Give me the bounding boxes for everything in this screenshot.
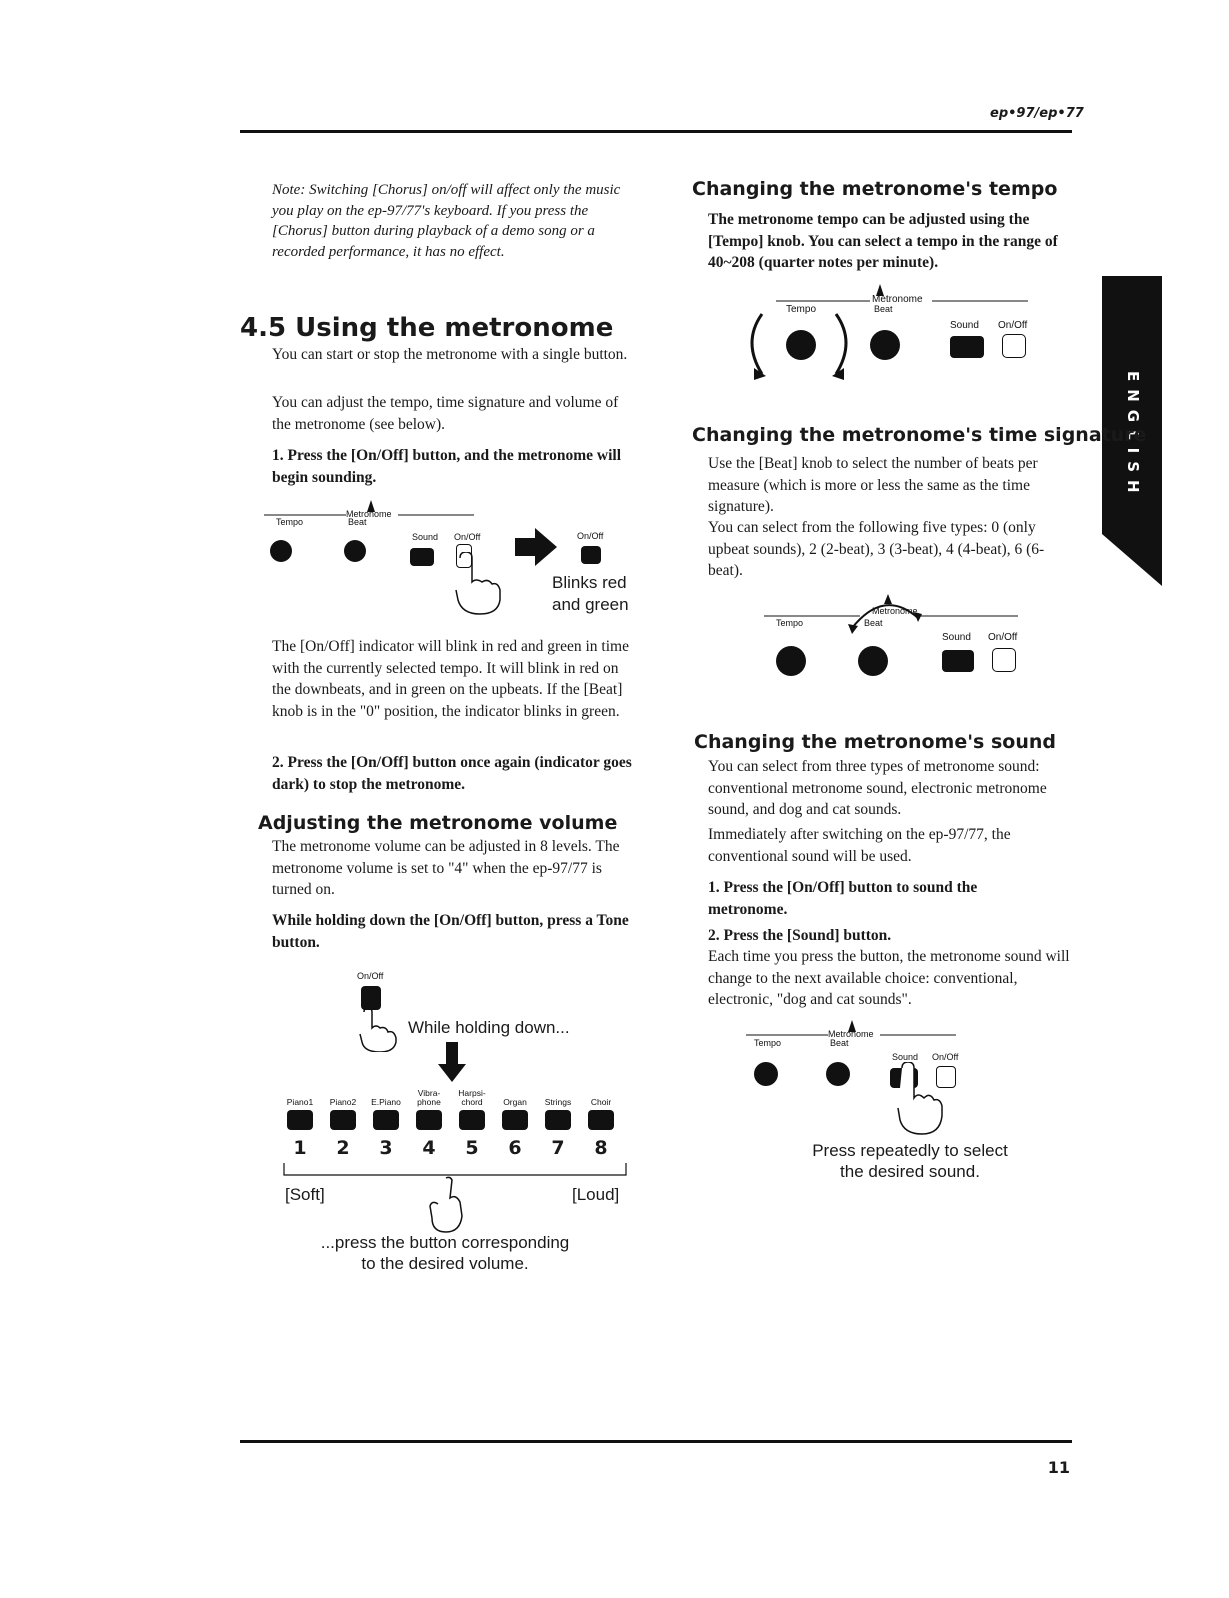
- sound-paragraph-1: You can select from three types of metronome sound: conventional metronome sound, electronic metronome sound, and dog and cat sounds.: [708, 758, 1047, 818]
- onoff-lit-button[interactable]: [581, 546, 601, 564]
- metronome-panel-diagram-beat: [760, 594, 1030, 694]
- tone-number: 6: [508, 1137, 522, 1159]
- page-number: 11: [1047, 1458, 1070, 1477]
- tone-number: 5: [465, 1137, 479, 1159]
- side-tab-label: ENGLISH: [1124, 371, 1142, 501]
- tempo-knob[interactable]: [786, 330, 816, 360]
- tempo-knob[interactable]: [776, 646, 806, 676]
- beat-knob[interactable]: [870, 330, 900, 360]
- tone-key[interactable]: [459, 1110, 485, 1130]
- blink-paragraph: The [On/Off] indicator will blink in red and green in time with the currently selected tempo. It will blink in red on the downbeats, and in green on the upbeats. If the [Beat] knob is in the "0" position, the indicator blinks in green.: [272, 638, 629, 720]
- metronome-label: Metronome: [872, 294, 923, 305]
- volume-p2: While holding down the [On/Off] button, press a Tone button.: [272, 912, 629, 951]
- blink-label-1: Blinks red: [552, 573, 627, 592]
- press-caption-1: ...press the button corresponding: [320, 1233, 570, 1252]
- intro-p2: You can adjust the tempo, time signature and volume of the metronome (see below).: [272, 394, 619, 433]
- tone-number: 8: [594, 1137, 608, 1159]
- onoff-small-label: On/Off: [357, 971, 384, 981]
- tone-name: Strings: [544, 1097, 572, 1107]
- sound-label: Sound: [950, 320, 979, 331]
- onoff-label: On/Off: [998, 320, 1028, 331]
- metronome-label: Metronome: [828, 1029, 874, 1039]
- model-header: ep•97/ep•77: [990, 106, 1084, 121]
- metronome-label: Metronome: [346, 509, 392, 519]
- sound-paragraph-2: Immediately after switching on the ep-97/77, the conventional sound will be used.: [708, 826, 1011, 865]
- tempo-paragraph: The metronome tempo can be adjusted using the [Tempo] knob. You can select a tempo in the range of 40~208 (quarter notes per minute).: [708, 211, 1058, 271]
- beat-knob[interactable]: [344, 540, 366, 562]
- sound-label: Sound: [942, 632, 971, 643]
- range-bracket: [282, 1163, 628, 1177]
- tone-number: 2: [336, 1137, 350, 1159]
- beat-label: Beat: [348, 517, 367, 527]
- tone-button-epiano[interactable]: [368, 1087, 404, 1159]
- onoff-label: On/Off: [454, 532, 481, 542]
- press-repeatedly-1: Press repeatedly to select: [812, 1141, 1008, 1160]
- top-rule: [240, 130, 1072, 133]
- metronome-label: Metronome: [872, 606, 918, 616]
- while-holding-label: While holding down...: [408, 1018, 570, 1037]
- tone-number: 3: [379, 1137, 393, 1159]
- soft-label: [Soft]: [285, 1185, 325, 1204]
- sound-button[interactable]: [942, 650, 974, 672]
- tone-key[interactable]: [502, 1110, 528, 1130]
- onoff-label: On/Off: [932, 1052, 959, 1062]
- step1: 1. Press the [On/Off] button, and the metronome will begin sounding.: [272, 447, 622, 486]
- finger-sound-icon: [896, 1062, 948, 1136]
- finger-press-icon: [428, 1176, 468, 1234]
- tone-number: 4: [422, 1137, 436, 1159]
- arrow-right-icon: [515, 528, 557, 566]
- tone-number: 7: [551, 1137, 565, 1159]
- tempo-label: Tempo: [786, 304, 817, 315]
- tone-number: 1: [293, 1137, 307, 1159]
- sound-paragraph-3: Each time you press the button, the metronome sound will change to the next available choice: conventional, electronic, "dog and cat sounds".: [708, 948, 1070, 1008]
- press-repeatedly-2: the desired sound.: [840, 1162, 980, 1181]
- tone-key[interactable]: [545, 1110, 571, 1130]
- tempo-label: Tempo: [276, 517, 304, 527]
- tone-key[interactable]: [373, 1110, 399, 1130]
- volume-p1: The metronome volume can be adjusted in 8 levels. The metronome volume is set to "4" when the ep-97/77 is turned on.: [272, 838, 620, 898]
- sound-step-1: 1. Press the [On/Off] button to sound the metronome.: [708, 879, 978, 918]
- tone-button-vibraphone[interactable]: [411, 1087, 447, 1159]
- tone-key[interactable]: [330, 1110, 356, 1130]
- tempo-label: Tempo: [776, 618, 804, 628]
- finger-hold-icon: [358, 1008, 402, 1052]
- tone-name: Harpsi-chord: [458, 1088, 486, 1107]
- tone-button-organ[interactable]: [497, 1087, 533, 1159]
- onoff-button[interactable]: [992, 648, 1016, 672]
- beat-label: Beat: [830, 1038, 849, 1048]
- intro-p1: You can start or stop the metronome with a single button.: [272, 346, 628, 363]
- tone-name: Choir: [590, 1097, 612, 1107]
- tone-name: Piano1: [286, 1097, 314, 1107]
- sound-button[interactable]: [950, 336, 984, 358]
- onoff-label-2: On/Off: [577, 531, 604, 541]
- tone-name: Organ: [503, 1097, 527, 1107]
- tone-key[interactable]: [416, 1110, 442, 1130]
- step2: 2. Press the [On/Off] button once again (indicator goes dark) to stop the metronome.: [272, 754, 632, 793]
- chorus-note: Note: Switching [Chorus] on/off will affect only the music you play on the ep-97/77's keyboard. If you press the [Chorus] button during playback of a demo song or a recorded performance, it has no effect.: [272, 182, 621, 260]
- press-caption-2: to the desired volume.: [361, 1254, 529, 1273]
- beat-knob[interactable]: [858, 646, 888, 676]
- tone-button-strings[interactable]: [540, 1087, 576, 1159]
- tempo-knob[interactable]: [754, 1062, 778, 1086]
- onoff-label: On/Off: [988, 632, 1018, 643]
- time-signature-title: Changing the metronome's time signature: [692, 424, 1147, 446]
- tone-button-harpsichord[interactable]: [454, 1087, 490, 1159]
- sound-title: Changing the metronome's sound: [694, 731, 1056, 753]
- tone-name: Piano2: [329, 1097, 357, 1107]
- arrow-down-icon: [438, 1042, 466, 1082]
- tone-button-piano2[interactable]: [325, 1087, 361, 1159]
- finger-icon: [452, 552, 508, 616]
- beat-knob[interactable]: [826, 1062, 850, 1086]
- loud-label: [Loud]: [572, 1185, 620, 1204]
- onoff-hold-button[interactable]: [361, 986, 381, 1010]
- onoff-button[interactable]: [1002, 334, 1026, 358]
- tone-key[interactable]: [287, 1110, 313, 1130]
- tempo-knob[interactable]: [270, 540, 292, 562]
- tone-name: E.Piano: [371, 1097, 401, 1107]
- blink-label-2: and green: [552, 595, 629, 614]
- beat-label: Beat: [864, 618, 883, 628]
- tone-name: Vibra-phone: [417, 1088, 441, 1107]
- beat-label: Beat: [874, 304, 893, 314]
- metronome-panel-diagram-tempo: [740, 284, 1040, 384]
- ts-paragraph-1: Use the [Beat] knob to select the number of beats per measure (which is more or less the same as the time signature).: [708, 455, 1038, 515]
- tone-buttons-row: [282, 1087, 622, 1167]
- sound-step-2: 2. Press the [Sound] button.: [708, 927, 892, 944]
- sound-label: Sound: [412, 532, 439, 542]
- bottom-rule: [240, 1440, 1072, 1443]
- tempo-label: Tempo: [754, 1038, 782, 1048]
- tone-key[interactable]: [588, 1110, 614, 1130]
- sound-button[interactable]: [410, 548, 434, 566]
- ts-paragraph-2: You can select from the following five types: 0 (only upbeat sounds), 2 (2-beat), 3 (3-beat), 4 (4-beat), 6 (6-beat).: [708, 519, 1045, 579]
- sound-label: Sound: [892, 1052, 919, 1062]
- tone-button-piano1[interactable]: [282, 1087, 318, 1159]
- section-title: 4.5 Using the metronome: [240, 313, 614, 343]
- tempo-title: Changing the metronome's tempo: [692, 178, 1058, 200]
- volume-title: Adjusting the metronome volume: [258, 812, 618, 834]
- tone-button-choir[interactable]: [583, 1087, 619, 1159]
